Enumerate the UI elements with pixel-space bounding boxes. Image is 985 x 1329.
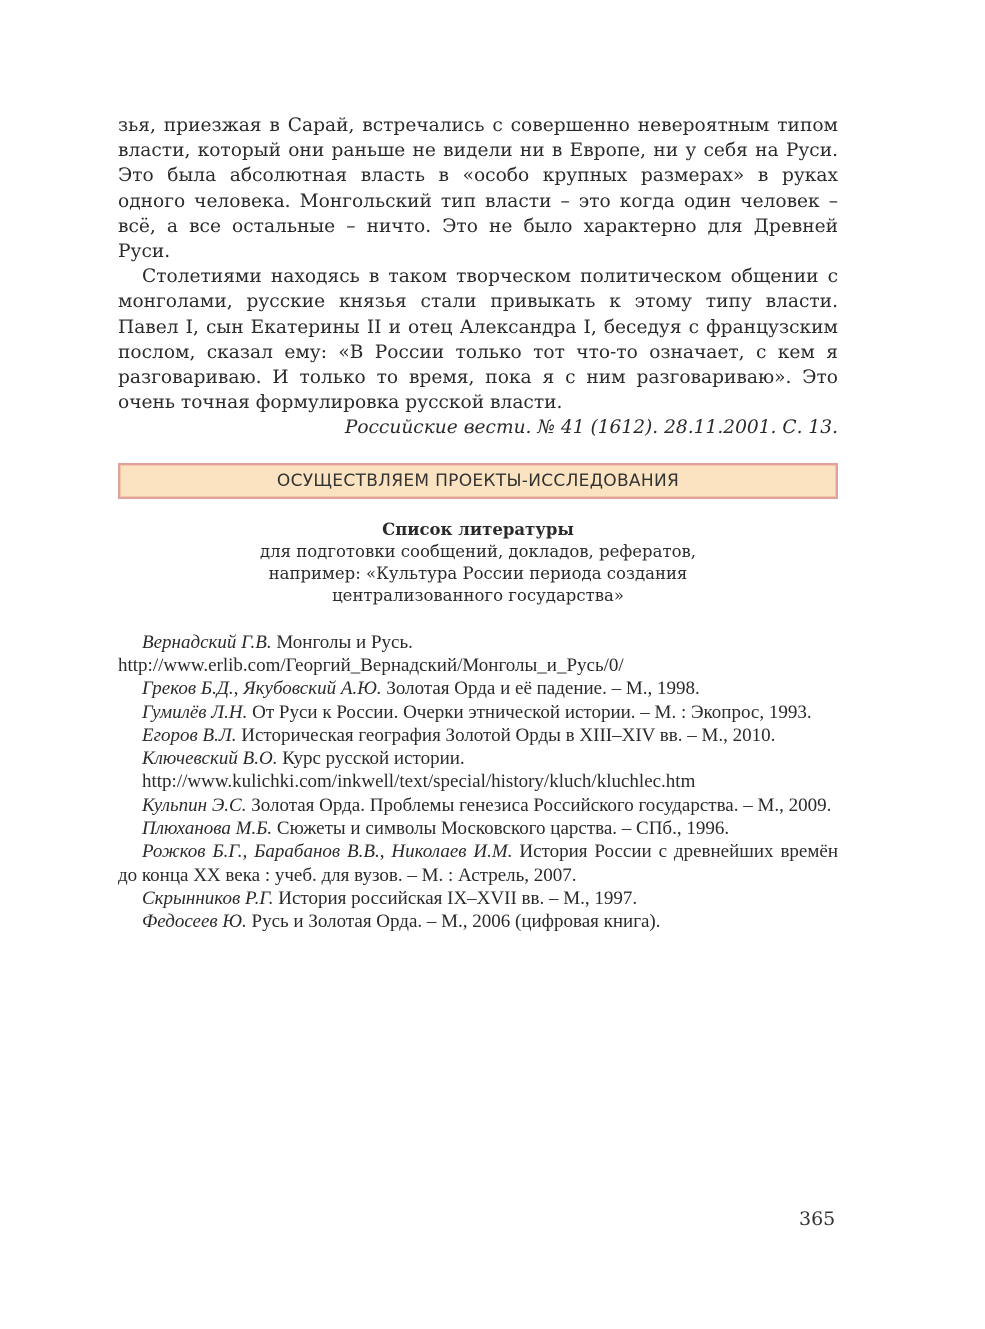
bibliography-subtitle-line-2: например: «Культура России периода создания (268, 563, 688, 583)
entry-author: Федосеев Ю. (142, 911, 247, 933)
entry-author: Плюханова М.Б. (142, 818, 273, 840)
bibliography-entry (118, 817, 838, 840)
entry-author: Гумилёв Л.Н. (142, 701, 248, 723)
page-number: 365 (799, 1208, 836, 1230)
entry-author: Вернадский Г.В. (142, 631, 272, 653)
source-citation: Российские вести. № 41 (1612). 28.11.2001. С. 13. (344, 417, 838, 439)
bibliography-subtitle-line-3: централизованного государства» (332, 585, 624, 605)
bibliography-list (118, 631, 838, 934)
entry-author: Скрынников Р.Г. (142, 887, 274, 909)
entry-text: От Руси к России. Очерки этнической истории. – М. : Экопрос, 1993. (247, 701, 812, 723)
bibliography-title: Список литературы (382, 519, 574, 539)
bibliography-url[interactable]: http://www.erlib.com/Георгий_Вернадский/Монголы_и_Русь/0/ (118, 654, 624, 676)
bibliography-entry (118, 887, 838, 910)
entry-text: Золотая Орда. Проблемы генезиса Российского государства. – М., 2009. (246, 794, 832, 816)
entry-text: История российская IX–XVII вв. – М., 1997. (273, 887, 638, 909)
entry-text: Русь и Золотая Орда. – М., 2006 (цифровая книга). (246, 911, 661, 933)
bibliography-entry (118, 724, 838, 747)
entry-author: Егоров В.Л. (142, 724, 237, 746)
entry-author: Рожков Б.Г., Барабанов В.В., Николаев И.М. (142, 841, 513, 863)
entry-text: Сюжеты и символы Московского царства. – СПб., 1996. (272, 818, 730, 840)
bibliography-entry (118, 910, 838, 933)
entry-text: История России с древнейших времён до конца XX века : учеб. для вузов. – М. : Астрель, 2007. (118, 841, 838, 886)
bibliography-entry (118, 631, 838, 654)
entry-text: Золотая Орда и её падение. – М., 1998. (381, 678, 700, 700)
bibliography-entry (118, 677, 838, 700)
bibliography-entry (118, 701, 838, 724)
bibliography-entry (118, 794, 838, 817)
bibliography-heading (118, 519, 838, 607)
section-banner: ОСУЩЕСТВЛЯЕМ ПРОЕКТЫ-ИССЛЕДОВАНИЯ (118, 463, 838, 499)
page-content (118, 113, 838, 934)
entry-text: Историческая география Золотой Орды в XIII–XIV вв. – М., 2010. (236, 724, 776, 746)
entry-author: Греков Б.Д., Якубовский А.Ю. (142, 678, 382, 700)
entry-author: Ключевский В.О. (142, 748, 278, 770)
entry-text: Монголы и Русь. (271, 631, 413, 653)
paragraph-1: зья, приезжая в Сарай, встречались с совершенно невероятным типом власти, который они раньше не видели ни в Европе, ни у себя на Руси. Это была абсолютная власть в «особо крупных размерах» в руках одного человека. Монгольский тип власти – это когда один человек – всё, а все остальные – ничто. Это не было характерно для Древней Руси. (118, 115, 838, 263)
bibliography-subtitle-line-1: для подготовки сообщений, докладов, рефератов, (259, 541, 697, 561)
bibliography-entry (118, 840, 838, 887)
entry-text: Курс русской истории. (277, 748, 465, 770)
entry-author: Кульпин Э.С. (142, 794, 247, 816)
main-text (118, 113, 838, 415)
bibliography-entry (118, 747, 838, 770)
bibliography-url[interactable]: http://www.kulichki.com/inkwell/text/special/history/kluch/kluchlec.htm (142, 771, 696, 793)
paragraph-2: Столетиями находясь в таком творческом политическом общении с монголами, русские князья стали привыкать к этому типу власти. Павел I, сын Екатерины II и отец Александра I, беседуя с французским послом, сказал ему: «В России только тот что-то означает, с кем я разговариваю. И только то время, пока я с ним разговариваю». Это очень точная формулировка русской власти. (118, 266, 838, 414)
